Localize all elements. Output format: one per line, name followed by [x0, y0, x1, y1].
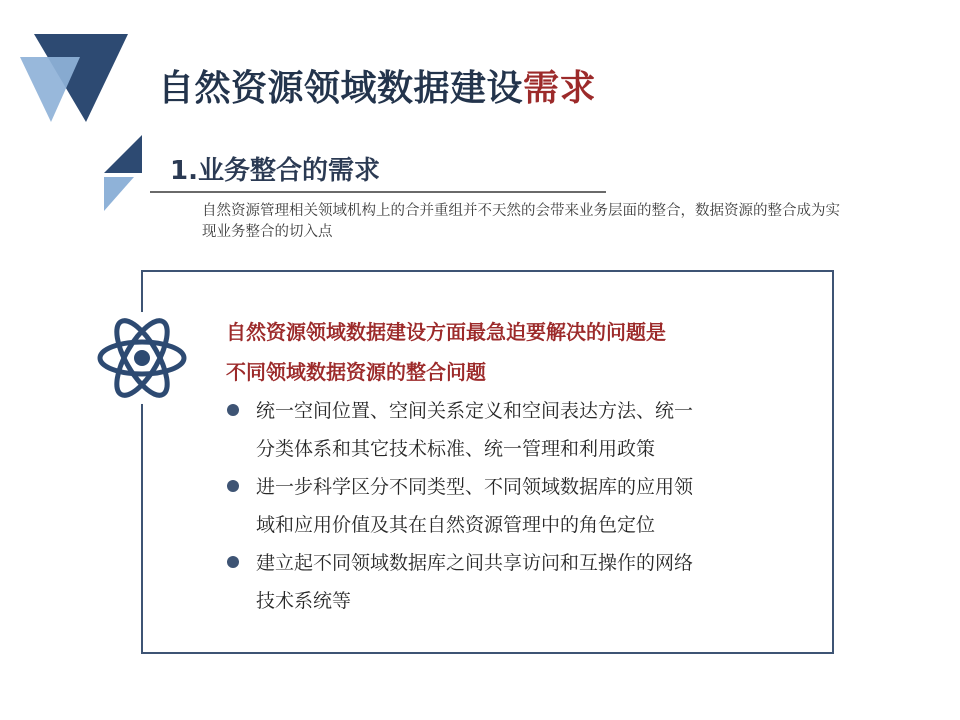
- title-main: 自然资源领域数据建设: [158, 68, 524, 109]
- section-triangles-icon: [100, 135, 145, 215]
- title-accent: 需求: [523, 68, 597, 109]
- bullet-line: 建立起不同领域数据库之间共享访问和互操作的网络: [256, 552, 694, 574]
- bullet-item: [226, 468, 786, 544]
- section-divider: [150, 191, 606, 193]
- key-problem-line: 自然资源领域数据建设方面最急迫要解决的问题是: [226, 320, 666, 344]
- bullet-item: [226, 392, 786, 468]
- bullet-dot-icon: [227, 556, 239, 568]
- page-title: [158, 60, 596, 111]
- bullet-line: 域和应用价值及其在自然资源管理中的角色定位: [256, 514, 656, 536]
- bullet-line: 分类体系和其它技术标准、统一管理和利用政策: [256, 438, 656, 460]
- bullet-item: [226, 544, 786, 620]
- bullet-line: 技术系统等: [256, 590, 352, 612]
- bullet-list: [226, 392, 786, 620]
- key-problem-statement: [226, 312, 786, 392]
- logo-triangles-icon: [20, 30, 135, 125]
- bullet-line: 统一空间位置、空间关系定义和空间表达方法、统一: [256, 400, 694, 422]
- bullet-line: 进一步科学区分不同类型、不同领域数据库的应用领: [256, 476, 694, 498]
- key-problem-line: 不同领域数据资源的整合问题: [226, 360, 486, 384]
- section-description: 自然资源管理相关领域机构上的合并重组并不天然的会带来业务层面的整合，数据资源的整合成为实现业务整合的切入点: [202, 203, 840, 240]
- bullet-dot-icon: [227, 404, 239, 416]
- atom-icon: [94, 310, 190, 406]
- bullet-dot-icon: [227, 480, 239, 492]
- section-heading: 1.业务整合的需求: [170, 156, 380, 186]
